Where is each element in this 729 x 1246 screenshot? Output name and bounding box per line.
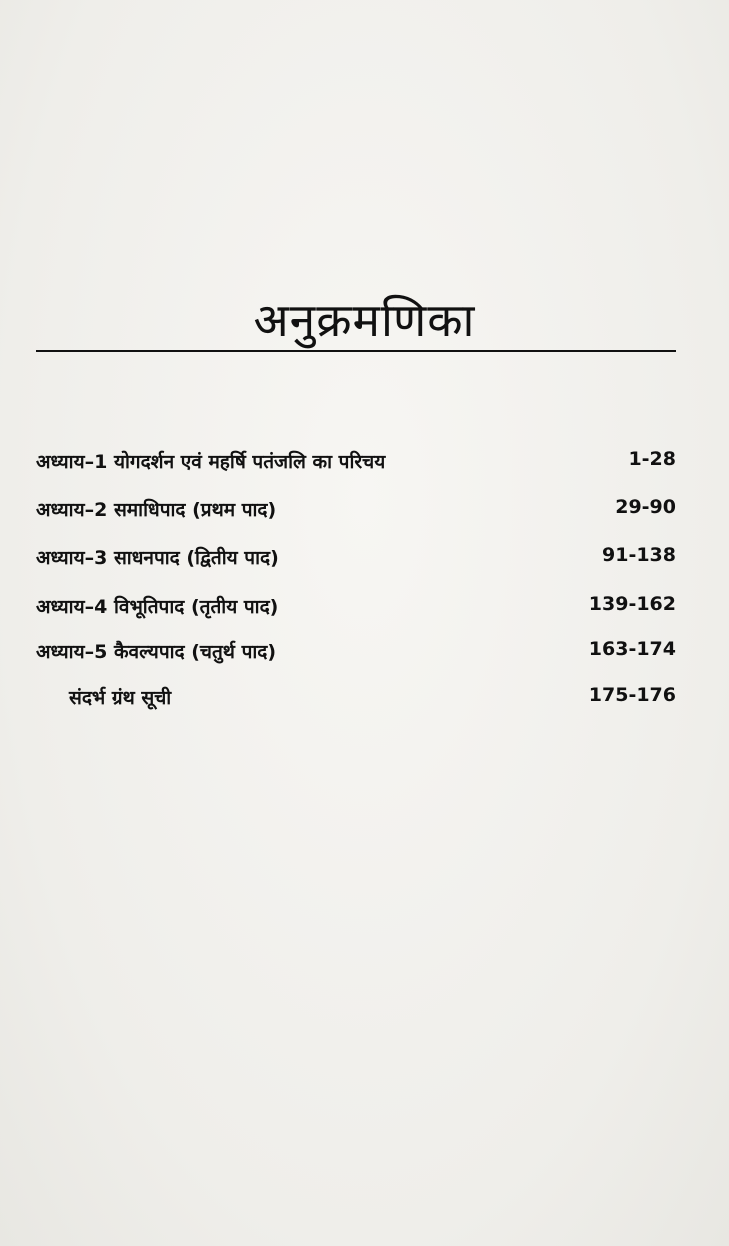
toc-entry-label: अध्याय–4 विभूतिपाद (तृतीय पाद) [36,596,279,618]
title-divider [36,350,676,352]
toc-entry-label: अध्याय–3 साधनपाद (द्वितीय पाद) [36,547,279,569]
toc-entry-label: अध्याय–2 समाधिपाद (प्रथम पाद) [36,499,277,521]
toc-entry-chapter-1 [36,448,676,478]
toc-entry-chapter-5 [36,638,676,668]
toc-entry-label: अध्याय–5 कैवल्यपाद (चतुर्थ पाद) [36,641,277,663]
toc-entry-pages: 1-28 [628,448,676,470]
toc-entry-label: अध्याय–1 योगदर्शन एवं महर्षि पतंजलि का परिचय [36,451,386,473]
toc-entry-chapter-3 [36,544,676,574]
toc-entry-pages: 139-162 [588,593,676,615]
toc-entry-bibliography [36,684,676,714]
toc-entry-chapter-2 [36,496,676,526]
toc-entry-pages: 29-90 [615,496,676,518]
toc-entry-label: संदर्भ ग्रंथ सूची [69,687,172,709]
toc-entry-pages: 163-174 [588,638,676,660]
toc-entry-pages: 91-138 [602,544,676,566]
toc-entry-pages: 175-176 [588,684,676,706]
toc-entry-chapter-4 [36,593,676,623]
page-title: अनुक्रमणिका [253,293,476,347]
